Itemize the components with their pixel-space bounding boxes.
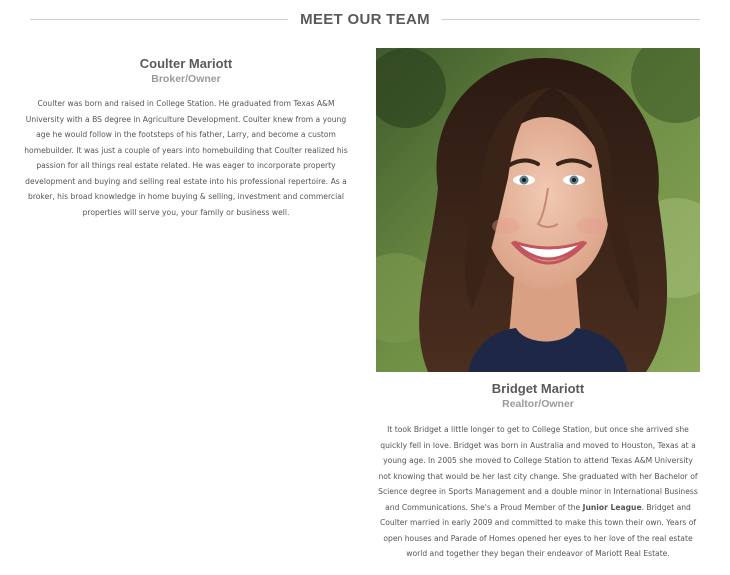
section-title: MEET OUR TEAM (300, 10, 430, 28)
section-header (30, 6, 700, 32)
member-role: Realtor/Owner (502, 398, 574, 410)
member-name: Bridget Mariott (491, 381, 585, 396)
member-bio: Coulter was born and raised in College Station. He graduated from Texas A&M University with a BS degree in Agriculture Development. Coulter knew from a young age he would follow in the footsteps of his father, Larry, and become a custom homebuilder. It was just a couple of years into homebuilding that Coulter realized his passion for all things real estate related. He was eager to incorporate property development and buying and selling real estate into his professional repertoire. As a broker, his broad knowledge in home buying & selling, investment and commercial properties will serve you, your family or business well. (24, 99, 348, 217)
team-member-coulter (22, 56, 350, 220)
bio-text: It took Bridget a little longer to get to College Station, but once she arrived she quickly fell in love. Bridget was born in Australia and moved to Houston, Texas at a young age. In 2005 she moved to College Station to attend Texas A&M University not knowing that would be her last city change. She graduated with her Bachelor of Science degree in Sports Management and a double minor in International Business and Communications. She's a Proud Member of the (378, 425, 698, 512)
member-photo-bridget (376, 48, 700, 372)
header-divider-right (442, 19, 700, 20)
header-divider-left (30, 19, 288, 20)
member-role: Broker/Owner (151, 73, 221, 85)
team-member-bridget (376, 381, 700, 562)
junior-league-link[interactable]: Junior League (582, 502, 642, 512)
member-bio (376, 422, 700, 562)
bio-text: . Bridget and Coulter married in early 2009 and committed to make this town their own. Years of open houses and Parade of Homes opened her eyes to her love of the real estate world and together they began their endeavor of Mariott Real Estate. (379, 502, 697, 558)
member-name: Coulter Mariott (139, 56, 233, 71)
